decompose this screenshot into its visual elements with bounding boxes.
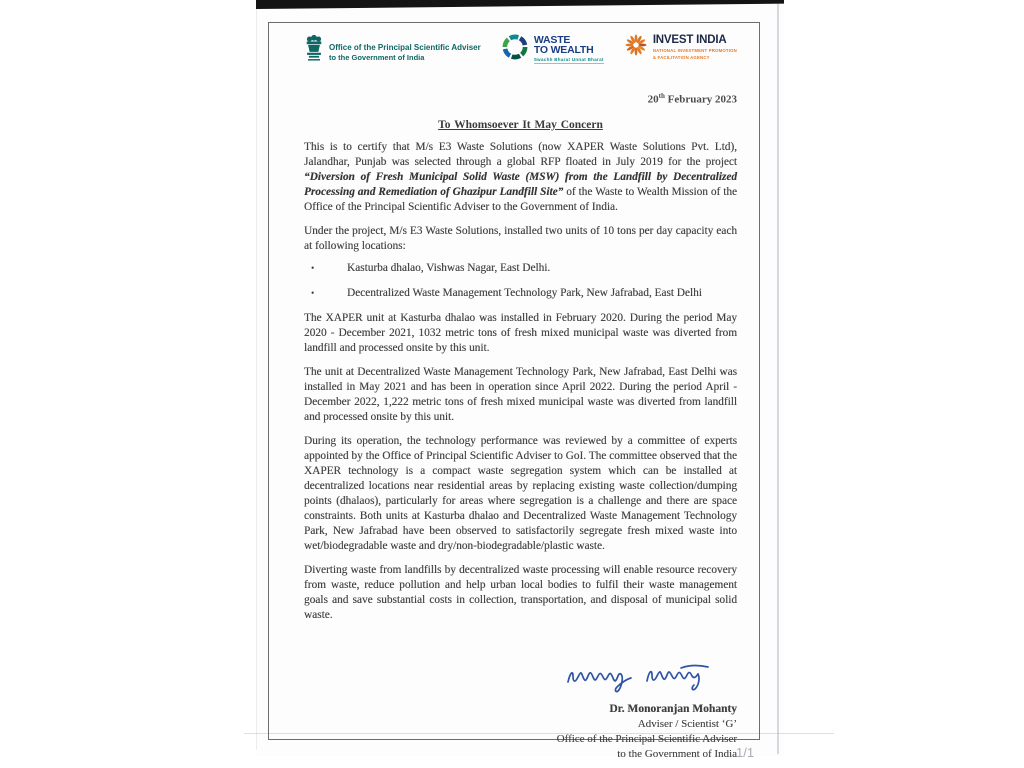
list-item xyxy=(304,261,737,275)
paragraph-certify xyxy=(304,140,737,215)
para1-pre: This is to certify that M/s E3 Waste Solutions (now XAPER Waste Solutions Pvt. Ltd), Jalandhar, Punjab was selected through a global RFP floated in July 2019 for the project xyxy=(304,140,737,168)
date-day: 20 xyxy=(647,93,659,106)
psa-logo xyxy=(304,33,481,72)
bullet-gap xyxy=(325,286,347,300)
waste-to-wealth-line1: WASTE xyxy=(533,34,571,46)
pinwheel-icon xyxy=(624,33,648,62)
para1-post: of the Waste to Wealth Mission of the Office of the Principal Scientific Adviser to the Government of India. xyxy=(304,185,737,213)
handwritten-signature xyxy=(561,657,731,695)
ashoka-emblem-icon xyxy=(304,33,324,72)
waste-to-wealth-text xyxy=(534,35,604,64)
letter-date xyxy=(304,92,737,106)
signature-block xyxy=(304,657,737,762)
recycle-ring-icon xyxy=(501,33,529,66)
invest-india-title: INVEST INDIA xyxy=(652,33,727,46)
para1-project-title: “Diversion of Fresh Municipal Solid Waste (MSW) from the Landfill by Decentralized Processing and Remediation of Ghazipur Landfill Site” xyxy=(304,170,737,198)
bullet-icon: • xyxy=(311,287,315,298)
list-item-text: Decentralized Waste Management Technology Park, New Jafrabad, East Delhi xyxy=(347,286,702,299)
waste-to-wealth-tagline: Swachh Bharat Unnat Bharat xyxy=(533,57,604,62)
signatory-title: Adviser / Scientist ‘G’ xyxy=(637,717,737,730)
paragraph-benefits: Diverting waste from landfills by decentralized waste processing will enable resource recovery from waste, reduce pollution and help urban local bodies to fulfil their waste management goals and save substantial costs in collection, transportation, and disposal of municipal solid waste. xyxy=(304,563,737,621)
invest-india-text xyxy=(653,35,737,61)
paragraph-committee: During its operation, the technology performance was reviewed by a committee of experts appointed by the Office of Principal Scientific Adviser to GoI. The committee observed that the XAPER technology is a compact waste segregation system which can be installed at decentralized locations near residential areas by replacing existing waste collection/dumping points (dhalaos), particularly for areas where segregation is a challenge and there are space constraints. Both units at Kasturba dhalao and Decentralized Waste Management Technology Park, New Jafrabad have been observed to satisfactorily segregate fresh mixed waste into wet/biodegradable waste and dry/non-biodegradable/plastic waste. xyxy=(304,434,737,552)
date-rest: February 2023 xyxy=(664,93,737,106)
invest-india-subtitle2: & FACILITATION AGENCY xyxy=(652,55,710,60)
letter-heading: To Whomsoever It May Concern xyxy=(438,118,603,131)
list-item xyxy=(304,286,737,300)
page-indicator: 1/1 xyxy=(736,745,755,760)
invest-india-subtitle1: NATIONAL INVESTMENT PROMOTION xyxy=(652,47,737,53)
bullet-gap xyxy=(325,261,347,275)
bullet-icon: • xyxy=(311,262,315,273)
psa-logo-line1: Office of the Principal Scientific Adviser xyxy=(329,42,481,52)
psa-logo-text xyxy=(329,43,481,63)
page-right-edge xyxy=(777,0,779,754)
date-ordinal: th xyxy=(658,92,665,100)
invest-india-logo xyxy=(624,33,737,62)
paragraph-units: Under the project, M/s E3 Waste Solutions, installed two units of 10 tons per day capacity each at following locations: xyxy=(304,224,737,252)
page-left-edge xyxy=(256,0,257,750)
signatory-org-line1: Office of the Principal Scientific Adviser xyxy=(556,732,737,745)
signatory-name: Dr. Monoranjan Mohanty xyxy=(609,702,737,715)
waste-to-wealth-logo xyxy=(501,33,604,66)
letter-frame xyxy=(268,22,760,760)
locations-list xyxy=(304,261,737,300)
list-item-text: Kasturba dhalao, Vishwas Nagar, East Delhi. xyxy=(347,261,551,274)
signatory-org-line2: to the Government of India xyxy=(617,747,737,760)
waste-to-wealth-line2: TO WEALTH xyxy=(533,44,594,56)
letterhead xyxy=(304,33,737,81)
paragraph-jafrabad: The unit at Decentralized Waste Management Technology Park, New Jafrabad, East Delhi was installed in May 2021 and has been in operation since April 2022. During the period April - December 2022, 1,222 metric tons of fresh mixed municipal waste was diverted from landfill and processed onsite by this unit. xyxy=(304,365,737,423)
paragraph-kasturba: The XAPER unit at Kasturba dhalao was installed in February 2020. During the period May 2020 - December 2021, 1032 metric tons of fresh mixed municipal waste was diverted from landfill and processed onsite by this unit. xyxy=(304,311,737,354)
psa-logo-line2: to the Government of India xyxy=(329,52,425,62)
